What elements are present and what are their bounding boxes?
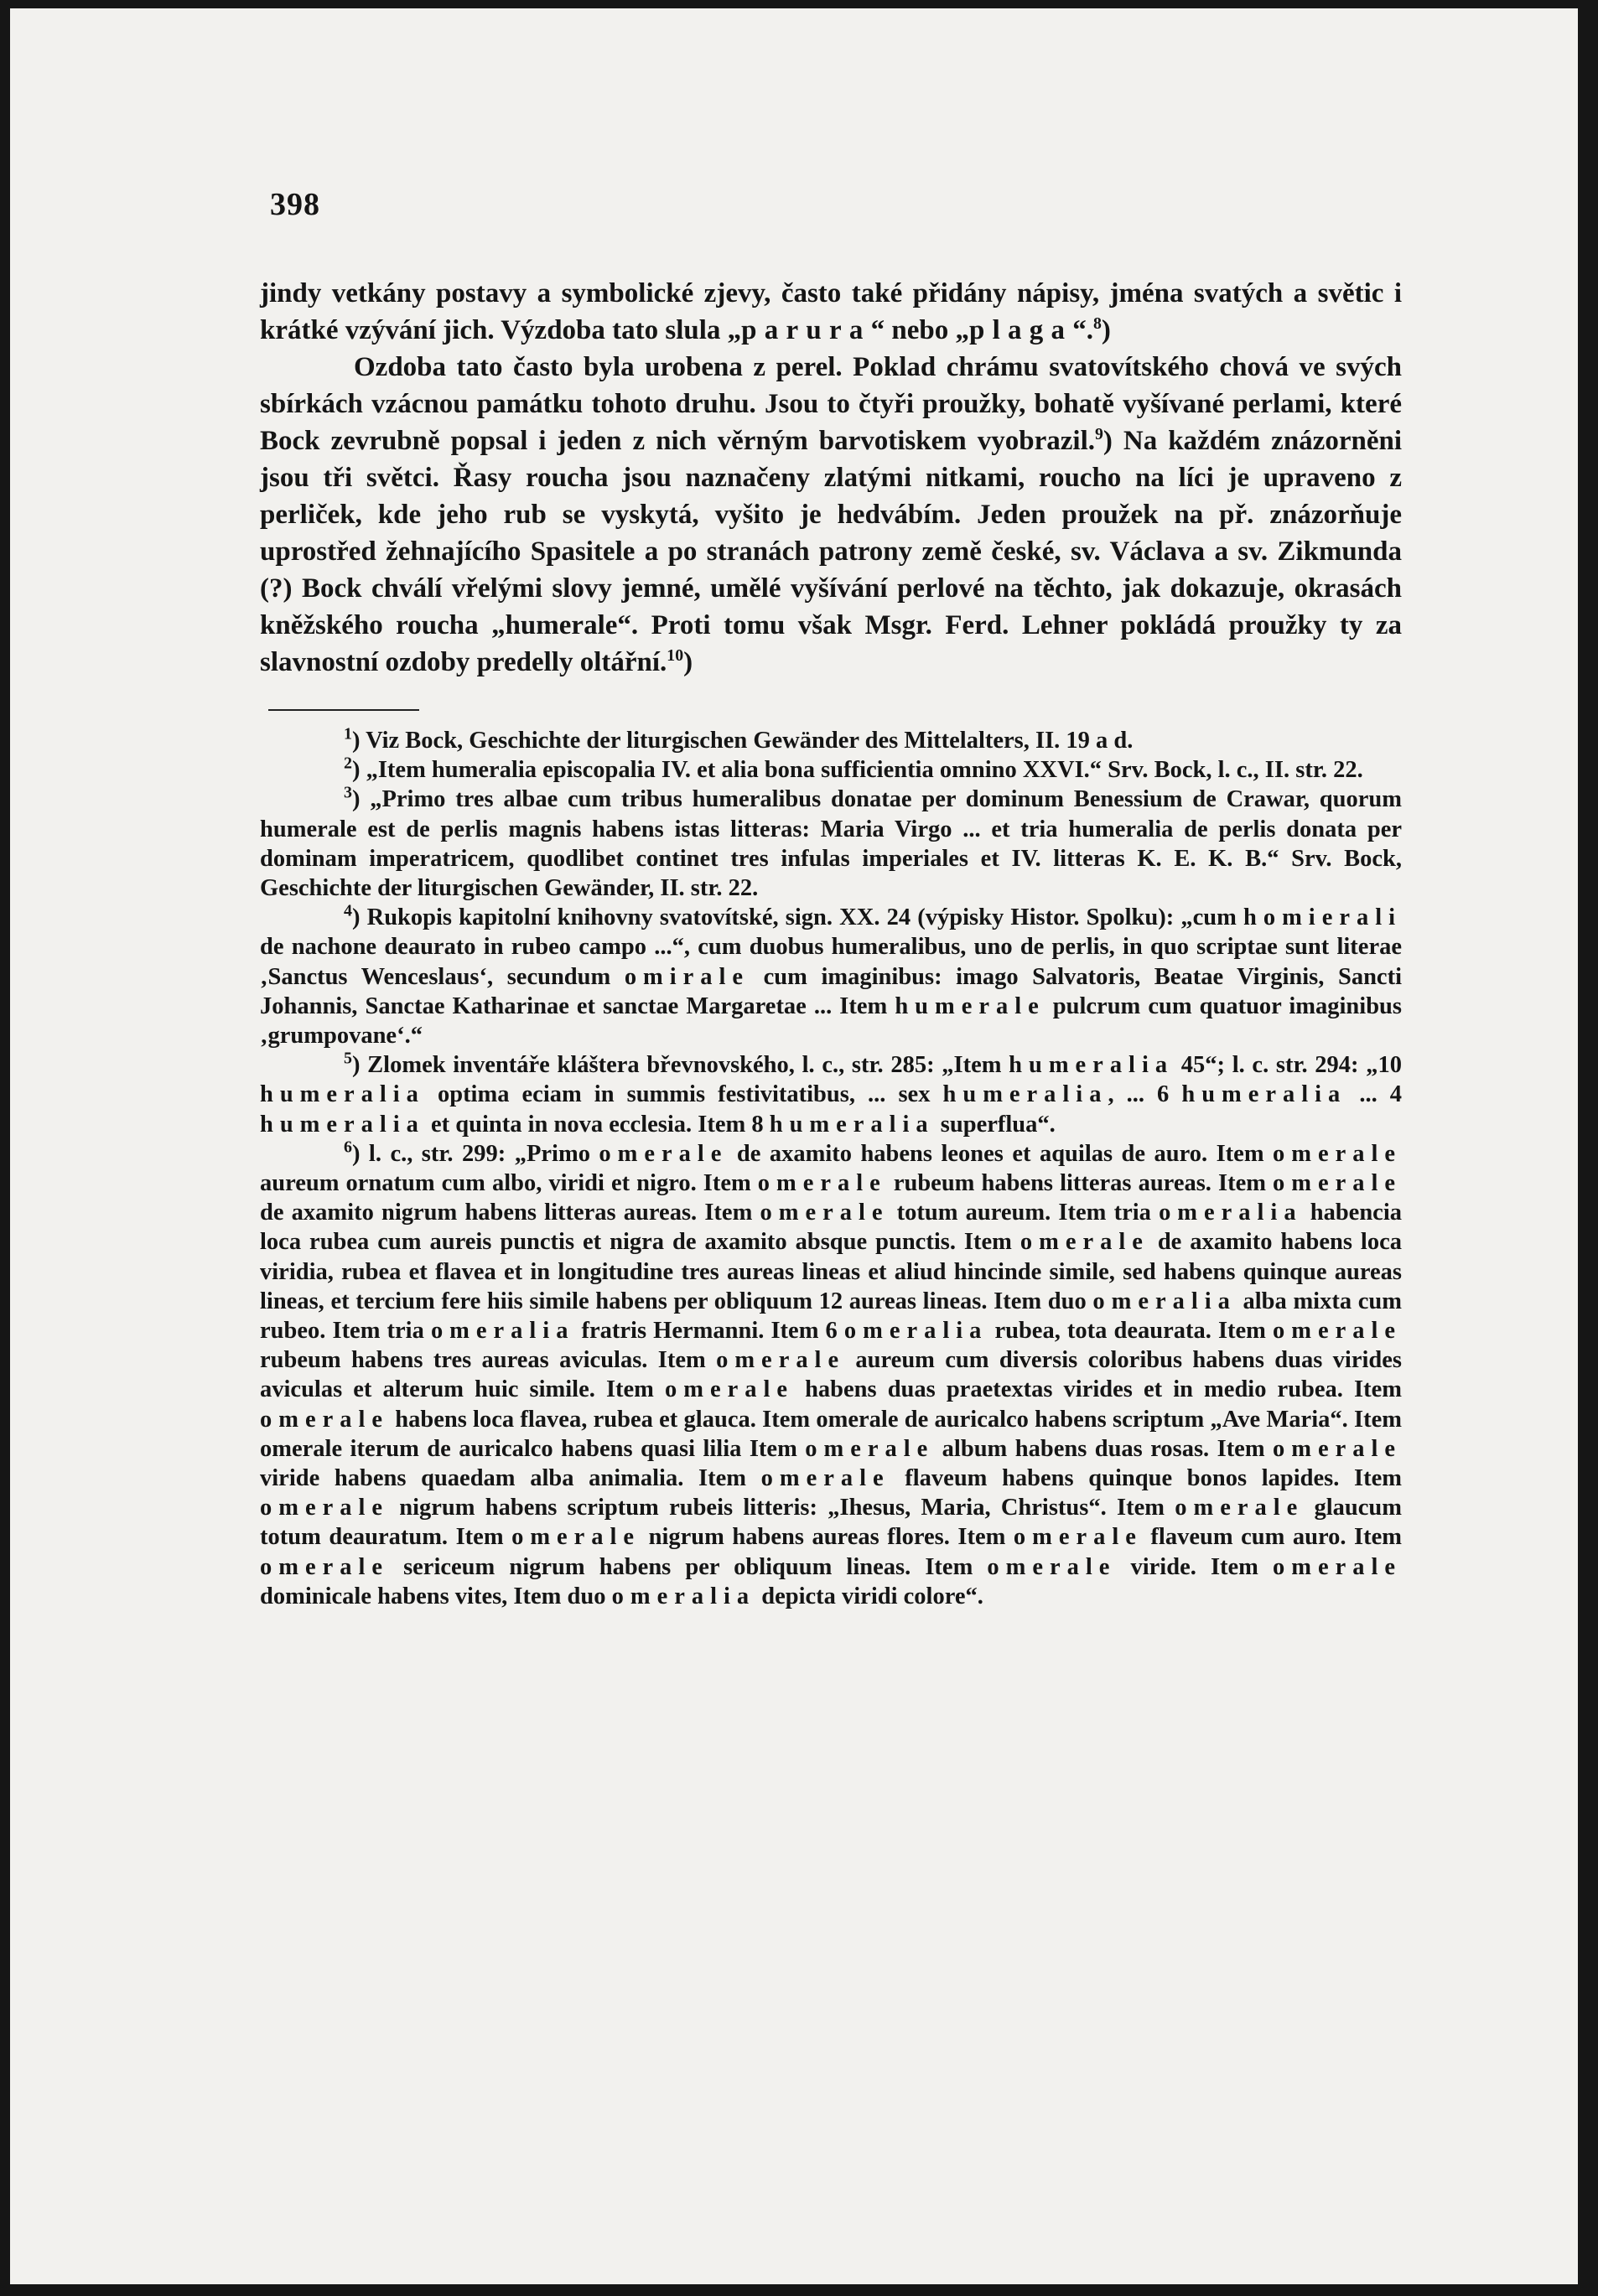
paragraph-2: Ozdoba tato často byla urobena z perel. Poklad chrámu svatovítského chová ve svých sbírkách vzácnou památku tohoto druhu. Jsou to čtyři proužky, bohatě vyšívané perlami, které Bock zevrubně popsal i jeden z nich věrným barvotiskem vyobrazil.$^9$) Na každém znázorněni jsou tři světci. Řasy roucha jsou naznačeny zlatými nitkami, roucho na líci je upraveno z perliček, kde jeho rub se vyskytá, vyšito je hedvábím. Jeden proužek na př. znázorňuje uprostřed žehnajícího Spasitele a po stranách patrony země české, sv. Václava a sv. Zikmunda (?) Bock chválí vřelými slovy jemné, umělé vyšívání perlové na těchto, jak dokazuje, okrasách kněžského roucha „humerale“. Proti tomu však Msgr. Ferd. Lehner pokládá proužky ty za slavnostní ozdoby predelly oltářní.$^{10}$) xyxy=(260,352,1402,677)
footnote-3: $^3$) „Primo tres albae cum tribus humeralibus donatae per dominum Benessium de Crawar, quorum humerale est de perlis magnis habens istas litteras: Maria Virgo ... et tria humeralia de perlis donata per dominam imperatricem, quodlibet continet tres infulas imperiales et IV. litteras K. E. K. B.“ Srv. Bock, Geschichte der liturgischen Gewänder, II. str. 22. xyxy=(260,783,1402,902)
footnote-ref-9: 9 xyxy=(1095,425,1103,443)
footnotes xyxy=(260,726,1402,1611)
footnote-5: $^5$) Zlomek inventáře kláštera břevnovského, l. c., str. 285: „Item humeralia 45“; l. c. str. 294: „10 humeralia optima eciam in summis festivitatibus, ... sex humeralia, ... 6 humeralia ... 4 humeralia et quinta in nova ecclesia. Item 8 humeralia superflua“. xyxy=(260,1049,1403,1138)
footnote-6: $^6$) l. c., str. 299: „Primo omerale de axamito habens leones et aquilas de auro. Item omerale aureum ornatum cum albo, viridi et nigro. Item omerale rubeum habens litteras aureas. Item omerale de axamito nigrum habens litteras aureas. Item omerale totum aureum. Item tria omeralia habencia loca rubea cum aureis punctis et nigra de axamito absque punctis. Item omerale de axamito habens loca viridia, rubea et flavea et in longitudine tres aureas lineas et aliud hincinde simile, sed habens quinque aureas lineas, et tercium fere hiis simile habens per obliquum 12 aureas lineas. Item duo omeralia alba mixta cum rubeo. Item tria omeralia fratris Hermanni. Item 6 omeralia rubea, tota deaurata. Item omerale rubeum habens tres aureas aviculas. Item omerale aureum cum diversis coloribus habens duas virides aviculas et alterum huic simile. Item omerale habens duas praetextas virides et in medio rubea. Item omerale habens loca flavea, rubea et glauca. Item omerale de auricalco habens scriptum „Ave Maria“. Item omerale iterum de auricalco habens quasi lilia Item omerale album habens duas rosas. Item omerale viride habens quaedam alba animalia. Item omerale flaveum habens quinque bonos lapides. Item omerale nigrum habens scriptum rubeis litteris: „Ihesus, Maria, Christus“. Item omerale glaucum totum deauratum. Item omerale nigrum habens aureas flores. Item omerale flaveum cum auro. Item omerale sericeum nigrum habens per obliquum lineas. Item omerale viride. Item omerale dominicale habens vites, Item duo omeralia depicta viridi colore“. xyxy=(260,1138,1402,1609)
footnote-divider xyxy=(268,709,419,711)
main-text xyxy=(260,275,1402,681)
footnote-4: $^4$) Rukopis kapitolní knihovny svatovítské, sign. XX. 24 (výpisky Histor. Spolku): „cum homierali de nachone deaurato in rubeo campo ...“, cum duobus humeralibus, uno de perlis, in quo scriptae sunt literae ‚Sanctus Wenceslaus‘, secundum omirale cum imaginibus: imago Salvatoris, Beatae Virginis, Sancti Johannis, Sanctae Katharinae et sanctae Margaretae ... Item humerale pulcrum cum quatuor imaginibus ‚grumpovane‘.“ xyxy=(260,901,1402,1050)
footnote-1: $^1$) Viz Bock, Geschichte der liturgischen Gewänder des Mittelalters, II. 19 a d. xyxy=(344,724,1134,754)
footnote-ref-10: 10 xyxy=(667,646,684,665)
page-content xyxy=(260,275,1402,1611)
paragraph-1: jindy vetkány postavy a symbolické zjevy, často také přidány nápisy, jména svatých a světic i krátké vzývání jich. Výzdoba tato slula „parura“ nebo „plaga“.$^8$) xyxy=(260,278,1402,345)
page-number: 398 xyxy=(270,187,320,222)
footnote-ref-8: 8 xyxy=(1092,314,1102,333)
footnote-2: $^2$) „Item humeralia episcopalia IV. et alia bona sufficientia omnino XXVI.“ Srv. Bock, l. c., II. str. 22. xyxy=(344,754,1363,784)
book-page xyxy=(10,8,1578,2284)
